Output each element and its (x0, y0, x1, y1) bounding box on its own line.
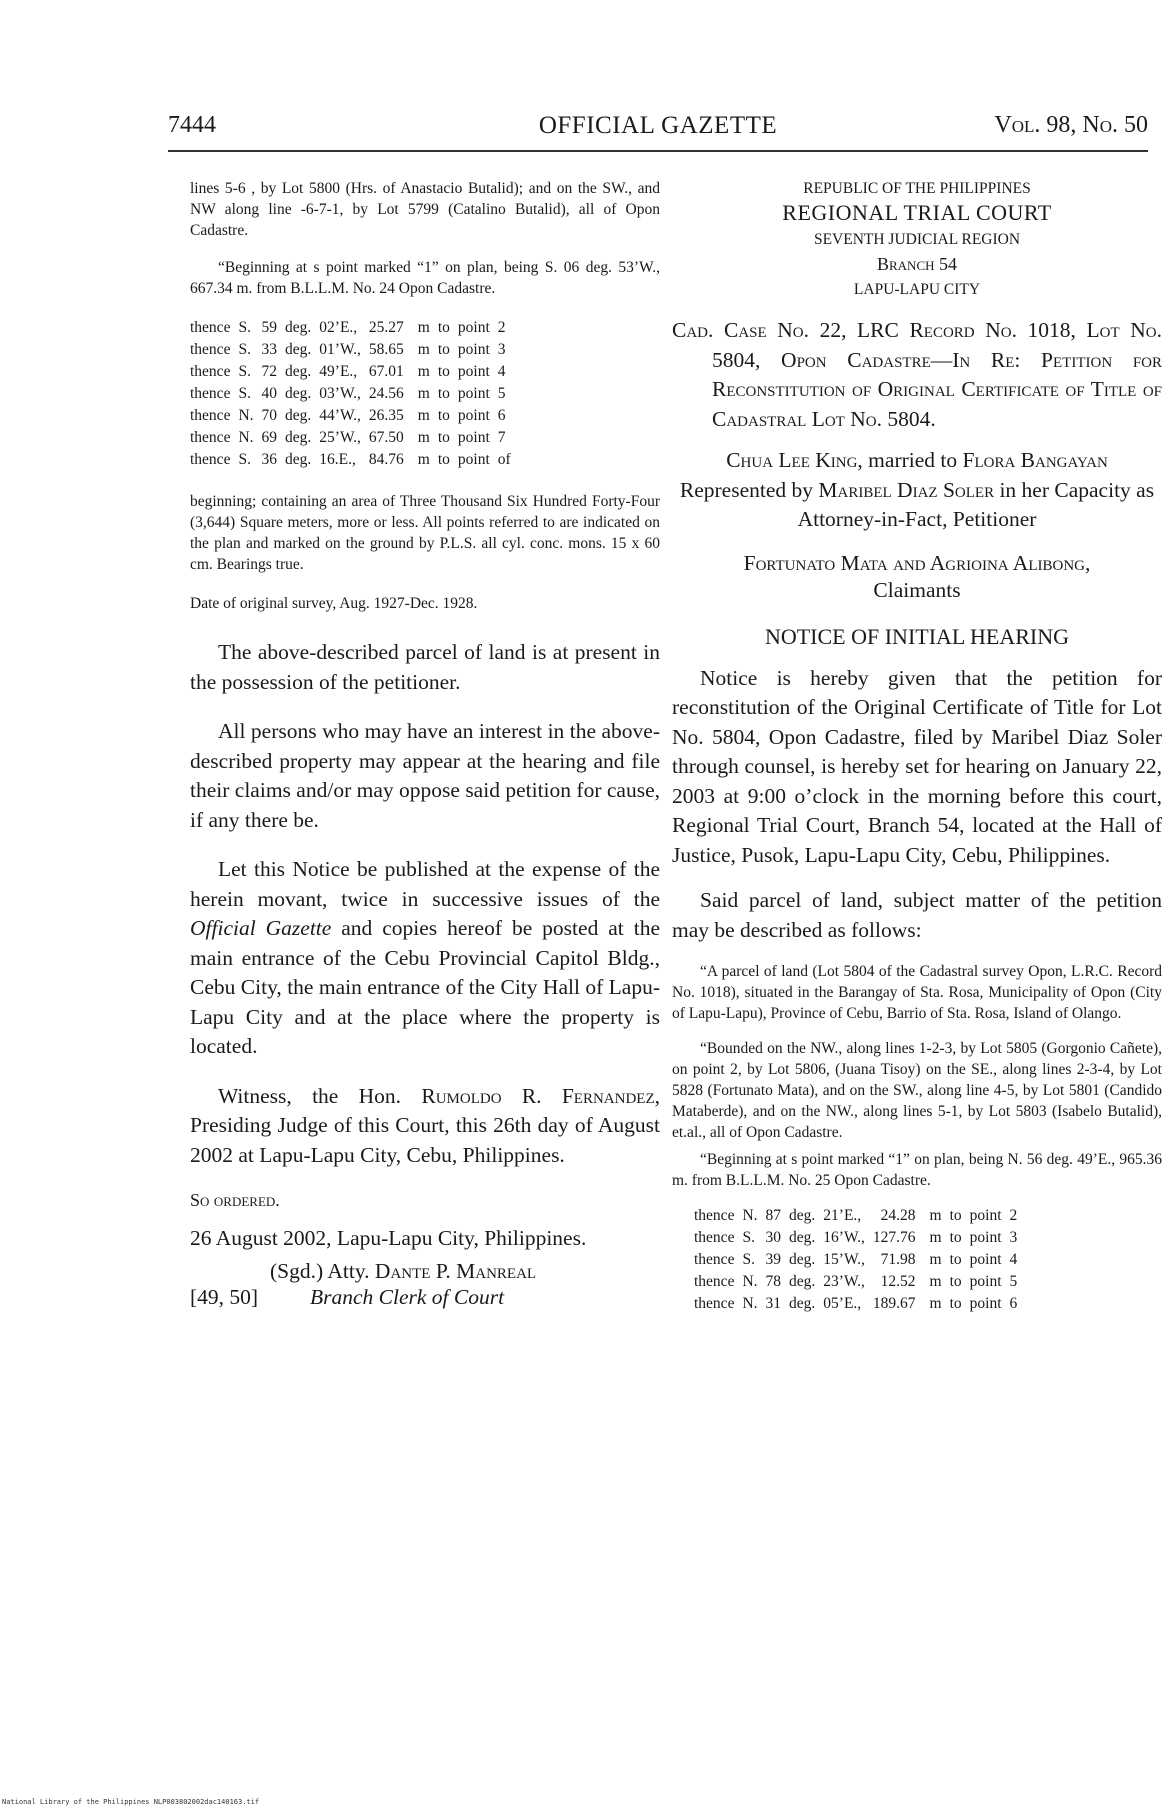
bearing-deg: 87 (765, 1207, 782, 1224)
bearing-m: m (929, 1207, 942, 1224)
bearing-deg: 69 (261, 429, 278, 446)
issue-reference: [49, 50] (190, 1285, 259, 1309)
bearing-m: m (417, 385, 430, 402)
bearing-num: 3 (1009, 1229, 1018, 1246)
republic-line: REPUBLIC OF THE PHILIPPINES (803, 180, 1031, 197)
bearing-dir: S. (238, 385, 251, 402)
bearing-row (190, 427, 519, 449)
bearing-word: thence (190, 385, 231, 402)
right-column (672, 178, 1162, 1315)
bearing-to: to (949, 1207, 962, 1224)
witness-text-a: Witness, the Hon. (218, 1083, 422, 1108)
bearing-point: point (457, 319, 490, 336)
bearing-deg: 31 (765, 1295, 782, 1312)
bearing-min: 03’W., (319, 385, 361, 402)
bearing-point: point (969, 1207, 1002, 1224)
bearing-to: to (437, 385, 450, 402)
bearing-dir: N. (742, 1207, 758, 1224)
bearing-min: 23’W., (823, 1273, 865, 1290)
bearing-to: to (949, 1273, 962, 1290)
bearing-m: m (417, 429, 430, 446)
bearing-row (190, 405, 519, 427)
clerk-title: Branch Clerk of Court (310, 1285, 505, 1309)
bearing-row (190, 383, 519, 405)
bearing-deg: 36 (261, 451, 278, 468)
signatory-name: Dante P. Manreal (374, 1259, 537, 1283)
bearing-unit: deg. (789, 1251, 816, 1268)
bearing-point: point (969, 1273, 1002, 1290)
court-name: REGIONAL TRIAL COURT (782, 200, 1052, 225)
survey-date: Date of original survey, Aug. 1927-Dec. 1928. (190, 595, 478, 612)
bearing-to: to (437, 319, 450, 336)
signatory-prefix: (Sgd.) Atty. (270, 1259, 375, 1283)
bearing-to: to (437, 363, 450, 380)
boundaries-text: “Bounded on the NW., along lines 1-2-3, by Lot 5805 (Gorgonio Cañete), on point 2, by Lot 5806, (Juana Tisoy) on the SE., along lines 2-3-4, by Lot 5828 (Fortunato Mata), and on the SW., along line 4-5, by Lot 5801 (Candido Mataberde), and on the NW., along lines 5-1, by Lot 5803 (Isabelo Butalid), et.al., all of Opon Cadastre. (672, 1040, 1162, 1141)
bearing-dir: N. (742, 1295, 758, 1312)
bearing-unit: deg. (789, 1295, 816, 1312)
court-city: LAPU-LAPU CITY (853, 281, 981, 298)
publication-text-b: and copies hereof be posted at the main entrance of the Cebu Provincial Capitol Bldg., Cebu City, the main entrance of the City Hall of Lapu-Lapu City and at the place where the property is located. (190, 916, 660, 1058)
represented-text-a: Represented by (679, 477, 819, 502)
bearing-min: 49’E., (319, 363, 358, 380)
publication-text-a: Let this Notice be published at the expense of the herein movant, twice in successive issues of the (190, 857, 660, 911)
bearing-word: thence (694, 1207, 735, 1224)
bearing-to: to (437, 341, 450, 358)
bearing-word: thence (190, 319, 231, 336)
bearing-unit: deg. (285, 407, 312, 424)
bearing-deg: 78 (765, 1273, 782, 1290)
bearing-point: point (457, 341, 490, 358)
bearing-min: 05’E., (823, 1295, 862, 1312)
claimants-label: Claimants (873, 578, 961, 602)
bearing-dist: 24.28 (880, 1207, 916, 1224)
bearing-m: m (929, 1273, 942, 1290)
bearing-min: 15’W., (823, 1251, 865, 1268)
bearing-min: 16’W., (823, 1229, 865, 1246)
bearing-dir: S. (742, 1229, 755, 1246)
bearing-unit: deg. (285, 451, 312, 468)
bearing-m: m (417, 319, 430, 336)
bearing-unit: deg. (789, 1273, 816, 1290)
bearing-dist: 58.65 (368, 341, 404, 358)
represented-text-b: in her Capacity as Attorney-in-Fact, Petitioner (797, 477, 1155, 531)
bearing-point: point (457, 429, 490, 446)
signature-block (190, 1257, 660, 1315)
bearing-word: thence (694, 1273, 735, 1290)
bearing-word: thence (190, 429, 231, 446)
bearing-row (190, 339, 519, 361)
bearing-min: 25’W., (319, 429, 361, 446)
bearing-point: point (969, 1229, 1002, 1246)
scan-footer: National Library of the Philippines NLP003802002dac140163.tif (2, 1798, 260, 1806)
beginning-point-text-right: “Beginning at s point marked “1” on plan, being N. 56 deg. 49’E., 965.36 m. from B.L.L.M. No. 25 Opon Cadastre. (672, 1151, 1162, 1189)
bearing-deg: 30 (765, 1229, 782, 1246)
bearing-dist: 67.50 (368, 429, 404, 446)
bearing-num: 4 (1009, 1251, 1018, 1268)
bearing-min: 44’W., (319, 407, 361, 424)
bearing-dist: 67.01 (368, 363, 404, 380)
bearing-dist: 71.98 (880, 1251, 916, 1268)
bearing-m: m (417, 363, 430, 380)
bearing-deg: 59 (261, 319, 278, 336)
bearing-dist: 24.56 (368, 385, 404, 402)
bearing-point: point (969, 1295, 1002, 1312)
bearing-unit: deg. (285, 429, 312, 446)
bearing-m: m (929, 1295, 942, 1312)
court-branch: Branch 54 (876, 254, 957, 274)
notice-title: NOTICE OF INITIAL HEARING (764, 623, 1070, 649)
order-date-line: 26 August 2002, Lapu-Lapu City, Philippines. (190, 1225, 587, 1250)
claimants-names: Fortunato Mata and Agrioina Alibong, (743, 550, 1091, 575)
bearing-row (694, 1271, 1025, 1293)
bearing-point: point (457, 363, 490, 380)
publication-title: OFFICIAL GAZETTE (538, 112, 778, 139)
bearing-num: 2 (1009, 1207, 1018, 1224)
parcel-intro: Said parcel of land, subject matter of the petition may be described as follows: (672, 888, 1162, 942)
bearing-num: 5 (1009, 1273, 1018, 1290)
bearing-m: m (417, 451, 430, 468)
bearing-deg: 40 (261, 385, 278, 402)
notice-body: Notice is hereby given that the petition for reconstitution of the Original Certificate of Title for Lot No. 5804, Opon Cadastre, filed by Maribel Diaz Soler through counsel, is hereby set for hearing on January 22, 2003 at 9:00 o’clock in the morning before this court, Regional Trial Court, Branch 54, located at the Hall of Justice, Pusok, Lapu-Lapu City, Cebu, Philippines. (672, 665, 1162, 867)
bearing-deg: 33 (261, 341, 278, 358)
parcel-description: “A parcel of land (Lot 5804 of the Cadastral survey Opon, L.R.C. Record No. 1018), situated in the Barangay of Sta. Rosa, Municipality of Opon (City of Lapu-Lapu), Province of Cebu, Barrio of Sta. Rosa, Island of Olango. (672, 963, 1162, 1022)
bearing-dir: S. (742, 1251, 755, 1268)
bearing-word: thence (190, 363, 231, 380)
bearing-dir: N. (238, 429, 254, 446)
bearing-dist: 12.52 (880, 1273, 916, 1290)
bearing-to: to (437, 429, 450, 446)
so-ordered: So ordered. (190, 1190, 280, 1210)
beginning-point-text: “Beginning at s point marked “1” on plan, being S. 06 deg. 53’W., 667.34 m. from B.L.L.M. No. 24 Opon Cadastre. (190, 259, 660, 297)
bearing-dist: 26.35 (368, 407, 404, 424)
continuation-text: lines 5-6 , by Lot 5800 (Hrs. of Anastacio Butalid); and on the SW., and NW along line -6-7-1, by Lot 5799 (Catalino Butalid), all of Opon Cadastre. (190, 180, 660, 239)
bearing-dist: 127.76 (872, 1229, 916, 1246)
bearing-point: point (457, 407, 490, 424)
bearing-word: thence (190, 451, 231, 468)
gazette-name: Official Gazette (190, 916, 332, 940)
bearing-deg: 72 (261, 363, 278, 380)
bearing-row (694, 1293, 1025, 1315)
area-description: beginning; containing an area of Three Thousand Six Hundred Forty-Four (3,644) Square meters, more or less. All points referred to are indicated on the plan and marked on the ground by P.L.S. all cyl. conc. mons. 15 x 60 cm. Bearings true. (190, 493, 660, 573)
volume-number: Vol. 98, No. 50 (994, 112, 1148, 138)
bearing-dist: 25.27 (368, 319, 404, 336)
page-header (168, 112, 1148, 146)
bearing-point: point (457, 385, 490, 402)
bearing-row (190, 361, 519, 383)
bearing-dir: N. (742, 1273, 758, 1290)
bearing-to: to (949, 1295, 962, 1312)
bearing-min: 02’E., (319, 319, 358, 336)
left-column (190, 178, 660, 1315)
petitioner-name: Chua Lee King, (726, 448, 863, 472)
bearing-dir: S. (238, 451, 251, 468)
bearing-unit: deg. (285, 385, 312, 402)
bearing-m: m (929, 1229, 942, 1246)
bearing-row (190, 449, 519, 471)
judge-name: Rumoldo R. Fernandez, (421, 1083, 661, 1108)
bearing-unit: deg. (285, 363, 312, 380)
bearing-num: 5 (497, 385, 506, 402)
bearing-num: 2 (497, 319, 506, 336)
bearing-num: 6 (1009, 1295, 1018, 1312)
bearing-word: thence (694, 1251, 735, 1268)
petitioner-spouse: Flora Bangayan (962, 448, 1108, 472)
bearing-word: thence (694, 1295, 735, 1312)
bearing-num: 7 (497, 429, 506, 446)
bearing-unit: deg. (789, 1229, 816, 1246)
bearing-dist: 84.76 (368, 451, 404, 468)
possession-paragraph: The above-described parcel of land is at present in the possession of the petitioner. (190, 640, 660, 694)
bearing-dir: N. (238, 407, 254, 424)
bearing-num: 6 (497, 407, 506, 424)
bearing-unit: deg. (285, 319, 312, 336)
bearing-dir: S. (238, 319, 251, 336)
case-title: Cad. Case No. 22, LRC Record No. 1018, Lot No. 5804, Opon Cadastre—In Re: Petition for Reconstitution of Original Certificate of Title of Cadastral Lot No. 5804. (672, 318, 1162, 431)
bearing-to: to (949, 1229, 962, 1246)
bearing-word: thence (190, 341, 231, 358)
bearing-point: point (969, 1251, 1002, 1268)
petitioner-block (672, 446, 1162, 535)
bearings-table-left (190, 317, 519, 471)
bearing-num: 3 (497, 341, 506, 358)
publication-paragraph (190, 855, 660, 1062)
bearing-row (694, 1205, 1025, 1227)
bearing-row (190, 317, 519, 339)
bearing-word: thence (190, 407, 231, 424)
bearing-to: to (949, 1251, 962, 1268)
bearing-num: 4 (497, 363, 506, 380)
bearing-deg: 39 (765, 1251, 782, 1268)
bearing-point: point (457, 451, 490, 468)
witness-text-b: Presiding Judge of this Court, this 26th day of August 2002 at Lapu-Lapu City, Cebu, Philippines. (190, 1113, 660, 1167)
bearing-min: 01’W., (319, 341, 361, 358)
header-rule (168, 150, 1148, 152)
witness-paragraph (190, 1082, 660, 1171)
page-number: 7444 (168, 112, 216, 138)
bearing-row (694, 1249, 1025, 1271)
attorney-in-fact-name: Maribel Diaz Soler (818, 477, 995, 502)
bearing-m: m (417, 341, 430, 358)
bearing-dist: 189.67 (872, 1295, 916, 1312)
bearing-unit: deg. (789, 1207, 816, 1224)
petitioner-connector: married to (862, 448, 963, 472)
bearing-to: to (437, 407, 450, 424)
bearing-row (694, 1227, 1025, 1249)
bearing-word: thence (694, 1229, 735, 1246)
bearings-table-right (694, 1205, 1025, 1315)
bearing-dir: S. (238, 363, 251, 380)
bearing-unit: deg. (285, 341, 312, 358)
bearing-m: m (417, 407, 430, 424)
interest-paragraph: All persons who may have an interest in the above-described property may appear at the hearing and file their claims and/or may oppose said petition for cause, if any there be. (190, 719, 660, 832)
bearing-dir: S. (238, 341, 251, 358)
bearing-deg: 70 (261, 407, 278, 424)
bearing-min: 21’E., (823, 1207, 862, 1224)
bearing-min: 16.E., (319, 451, 356, 468)
bearing-m: m (929, 1251, 942, 1268)
bearing-num: of (497, 451, 511, 468)
bearing-to: to (437, 451, 450, 468)
judicial-region: SEVENTH JUDICIAL REGION (813, 231, 1021, 248)
